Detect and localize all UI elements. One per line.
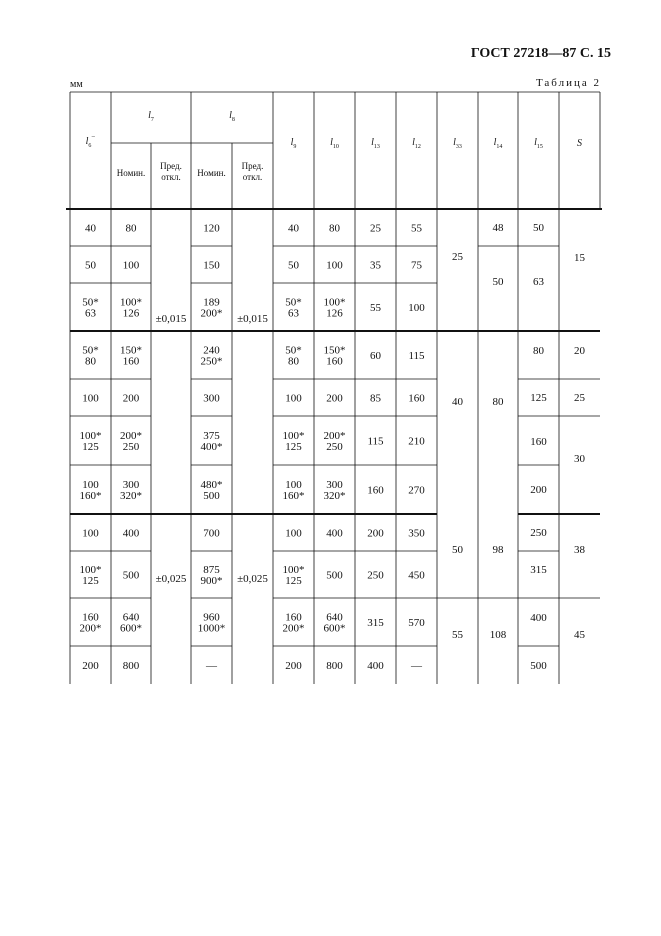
table-cell-l9: 200 <box>285 660 302 672</box>
table-cell-l7: 160 <box>122 355 140 368</box>
table-cell-l6: 100* <box>79 430 102 442</box>
table-cell-l6: 63 <box>85 307 96 320</box>
table-cell-l9: 50 <box>288 259 299 272</box>
header-otkl: откл. <box>161 172 181 182</box>
tolerance-l7: ±0,025 <box>155 573 187 585</box>
table-cell-l6: 200* <box>79 622 102 635</box>
table-cell-l12: — <box>411 660 422 672</box>
cell-l15: 400 <box>530 612 547 624</box>
cell-l14: 48 <box>492 222 504 234</box>
cell-s: 45 <box>574 629 585 641</box>
header-l13: $l_{13}$ <box>371 137 380 150</box>
table-cell-l6: 160* <box>79 490 102 502</box>
table-cell-l6: 50* <box>82 344 99 357</box>
table-cell-l6: 50* <box>82 296 99 309</box>
cell-l15: 500 <box>530 660 547 672</box>
table-cell-l12: 55 <box>411 222 422 235</box>
header-otkl: откл. <box>242 172 263 182</box>
table-cell-l10: 200 <box>326 392 343 405</box>
header-l14: $l_{14}$ <box>493 137 503 150</box>
table-cell-l7: 126 <box>122 307 140 320</box>
table-cell-l9: 63 <box>288 307 299 320</box>
cell-l15: 125 <box>530 392 547 404</box>
table-cell-l6: 100* <box>79 564 102 576</box>
table-cell-l8: 875 <box>203 564 220 576</box>
table-cell-l8: 700 <box>203 527 220 540</box>
table-cell-l10: 100 <box>326 259 343 272</box>
table-cell-l8: 480* <box>200 479 223 491</box>
table-cell-l10: 160 <box>326 355 343 368</box>
cell-l15: 315 <box>530 564 547 576</box>
cell-l33: 40 <box>452 396 463 408</box>
table-cell-l10: 126 <box>326 307 343 320</box>
table-cell-l6: 200 <box>82 660 99 672</box>
table-cell-l7: 300 <box>122 479 140 491</box>
table-cell-l13: 200 <box>367 527 384 540</box>
table-cell-l9: 100* <box>282 564 305 576</box>
table-cell-l8: 200* <box>200 307 223 320</box>
table-cell-l9: 50* <box>285 344 302 357</box>
table-cell-l10: 250 <box>326 441 343 453</box>
table-cell-l10: 80 <box>329 222 340 235</box>
table-cell-l13: 115 <box>367 435 384 448</box>
table-cell-l9: 125 <box>285 441 302 453</box>
cell-l15: 200 <box>530 484 547 496</box>
table-cell-l7: 320* <box>120 490 142 502</box>
table-cell-l13: 25 <box>370 222 381 235</box>
table-cell-l12: 450 <box>408 569 425 582</box>
table-title: Таблица 2 <box>535 77 601 89</box>
table-cell-l8: 150 <box>203 259 220 272</box>
table-cell-l7: 200* <box>120 430 142 442</box>
header-s: S <box>577 138 582 149</box>
cell-l15: 63 <box>533 276 544 288</box>
table-cell-l7: 640 <box>122 611 140 624</box>
table-cell-l6: 125 <box>82 441 99 453</box>
table-cell-l13: 55 <box>370 302 381 314</box>
table-cell-l6: 40 <box>85 222 96 235</box>
table-cell-l13: 315 <box>367 617 384 629</box>
tolerance-l8: ±0,025 <box>237 573 268 585</box>
table-cell-l12: 115 <box>408 350 425 362</box>
table-cell-l7: 800 <box>122 660 140 672</box>
table-cell-l6: 160 <box>82 611 99 624</box>
table-cell-l9: 100* <box>282 430 305 442</box>
cell-s: 30 <box>574 453 585 465</box>
table-cell-l12: 270 <box>408 484 425 497</box>
table-cell-l8: 240 <box>203 344 220 357</box>
table-cell-l13: 60 <box>370 350 381 362</box>
tolerance-l8: ±0,015 <box>237 313 268 325</box>
table-cell-l7: 100* <box>120 296 142 309</box>
table-cell-l8: 400* <box>200 441 223 453</box>
table-cell-l10: 400 <box>326 527 343 540</box>
table-cell-l8: 300 <box>203 392 220 405</box>
table-cell-l12: 570 <box>408 617 425 629</box>
table-cell-l7: 200 <box>122 392 140 405</box>
table-cell-l10: 200* <box>323 430 346 442</box>
cell-s: 20 <box>574 345 585 357</box>
table-cell-l12: 75 <box>411 259 422 272</box>
table-cell-l8: 120 <box>203 222 220 235</box>
table-cell-l6: 100 <box>82 392 99 405</box>
cell-l14: 80 <box>492 396 504 408</box>
page-header: ГОСТ 27218—87 С. 15 <box>470 46 611 61</box>
cell-l33: 55 <box>452 629 463 641</box>
table-cell-l13: 85 <box>370 392 381 405</box>
table-cell-l10: 800 <box>326 660 343 672</box>
cell-l14: 98 <box>492 544 504 556</box>
header-l9: $l_9$ <box>290 137 297 150</box>
table-cell-l6: 100 <box>82 527 99 540</box>
table-cell-l6: 100 <box>82 479 99 491</box>
header-pred: Пред. <box>160 161 182 171</box>
table-cell-l6: 50 <box>85 259 96 272</box>
table-cell-l7: 400 <box>122 527 140 540</box>
tolerance-l7: ±0,015 <box>155 313 187 325</box>
cell-l14: 108 <box>489 629 507 641</box>
table-cell-l7: 100 <box>122 259 140 272</box>
table-cell-l6: 125 <box>82 575 99 587</box>
header-l7: $l_7$ <box>148 110 154 123</box>
cell-s: 15 <box>574 252 585 264</box>
cell-l33: 25 <box>452 251 463 263</box>
header-nomin: Номин. <box>116 168 146 178</box>
table-cell-l12: 160 <box>408 392 425 405</box>
cell-l15: 50 <box>533 222 544 234</box>
cell-s: 38 <box>574 544 585 556</box>
table-cell-l6: 80 <box>85 355 96 368</box>
cell-l15: 80 <box>533 345 544 357</box>
table-cell-l7: 80 <box>125 222 137 235</box>
table-cell-l8: — <box>206 660 217 672</box>
table-cell-l8: 375 <box>203 430 220 442</box>
cell-l15: 160 <box>530 436 547 448</box>
table-cell-l10: 600* <box>323 622 346 635</box>
table-cell-l12: 210 <box>408 435 425 448</box>
table-cell-l13: 250 <box>367 569 384 582</box>
header-l6: $l_6^-$ <box>85 133 96 149</box>
table-cell-l9: 100 <box>285 392 302 405</box>
table-cell-l7: 250 <box>122 441 140 453</box>
table-cell-l9: 40 <box>288 222 299 235</box>
header-l33: $l_{33}$ <box>453 137 462 150</box>
table-cell-l8: 900* <box>200 575 223 587</box>
table-cell-l9: 160* <box>282 490 305 502</box>
header-l12: $l_{12}$ <box>412 137 421 150</box>
table-cell-l13: 400 <box>367 660 384 672</box>
table-cell-l8: 1000* <box>197 622 226 635</box>
table-cell-l10: 100* <box>323 296 346 309</box>
table-cell-l10: 320* <box>323 490 346 502</box>
header-pred: Пред. <box>241 161 264 171</box>
cell-l15: 250 <box>530 527 547 539</box>
table-cell-l13: 35 <box>370 259 381 272</box>
table-cell-l9: 100 <box>285 527 302 540</box>
cell-l33: 50 <box>452 544 463 556</box>
table-cell-l8: 960 <box>203 611 220 624</box>
header-l15: $l_{15}$ <box>534 137 543 150</box>
unit-label: мм <box>70 79 83 90</box>
header-l10: $l_{10}$ <box>330 137 339 150</box>
table-cell-l8: 250* <box>200 355 223 368</box>
table-cell-l13: 160 <box>367 484 384 497</box>
table-cell-l10: 500 <box>326 569 343 582</box>
table-cell-l12: 100 <box>408 302 425 314</box>
table-cell-l9: 160 <box>285 611 302 624</box>
table-cell-l7: 150* <box>120 344 142 357</box>
table-cell-l8: 189 <box>203 296 220 309</box>
table-cell-l9: 80 <box>288 355 299 368</box>
table-cell-l9: 50* <box>285 296 302 309</box>
header-l8: $l_8$ <box>229 110 235 123</box>
table-cell-l10: 150* <box>323 344 346 357</box>
table-cell-l7: 500 <box>122 569 140 582</box>
table-cell-l12: 350 <box>408 527 425 540</box>
table-cell-l8: 500 <box>203 490 220 502</box>
table-cell-l10: 300 <box>326 479 343 491</box>
header-nomin: Номин. <box>197 168 226 178</box>
table-cell-l9: 100 <box>285 479 302 491</box>
table-cell-l9: 200* <box>282 622 305 635</box>
table-cell-l10: 640 <box>326 611 343 624</box>
table-cell-l9: 125 <box>285 575 302 587</box>
cell-s: 25 <box>574 392 585 404</box>
cell-l14: 50 <box>492 276 504 288</box>
table-cell-l7: 600* <box>120 622 142 635</box>
